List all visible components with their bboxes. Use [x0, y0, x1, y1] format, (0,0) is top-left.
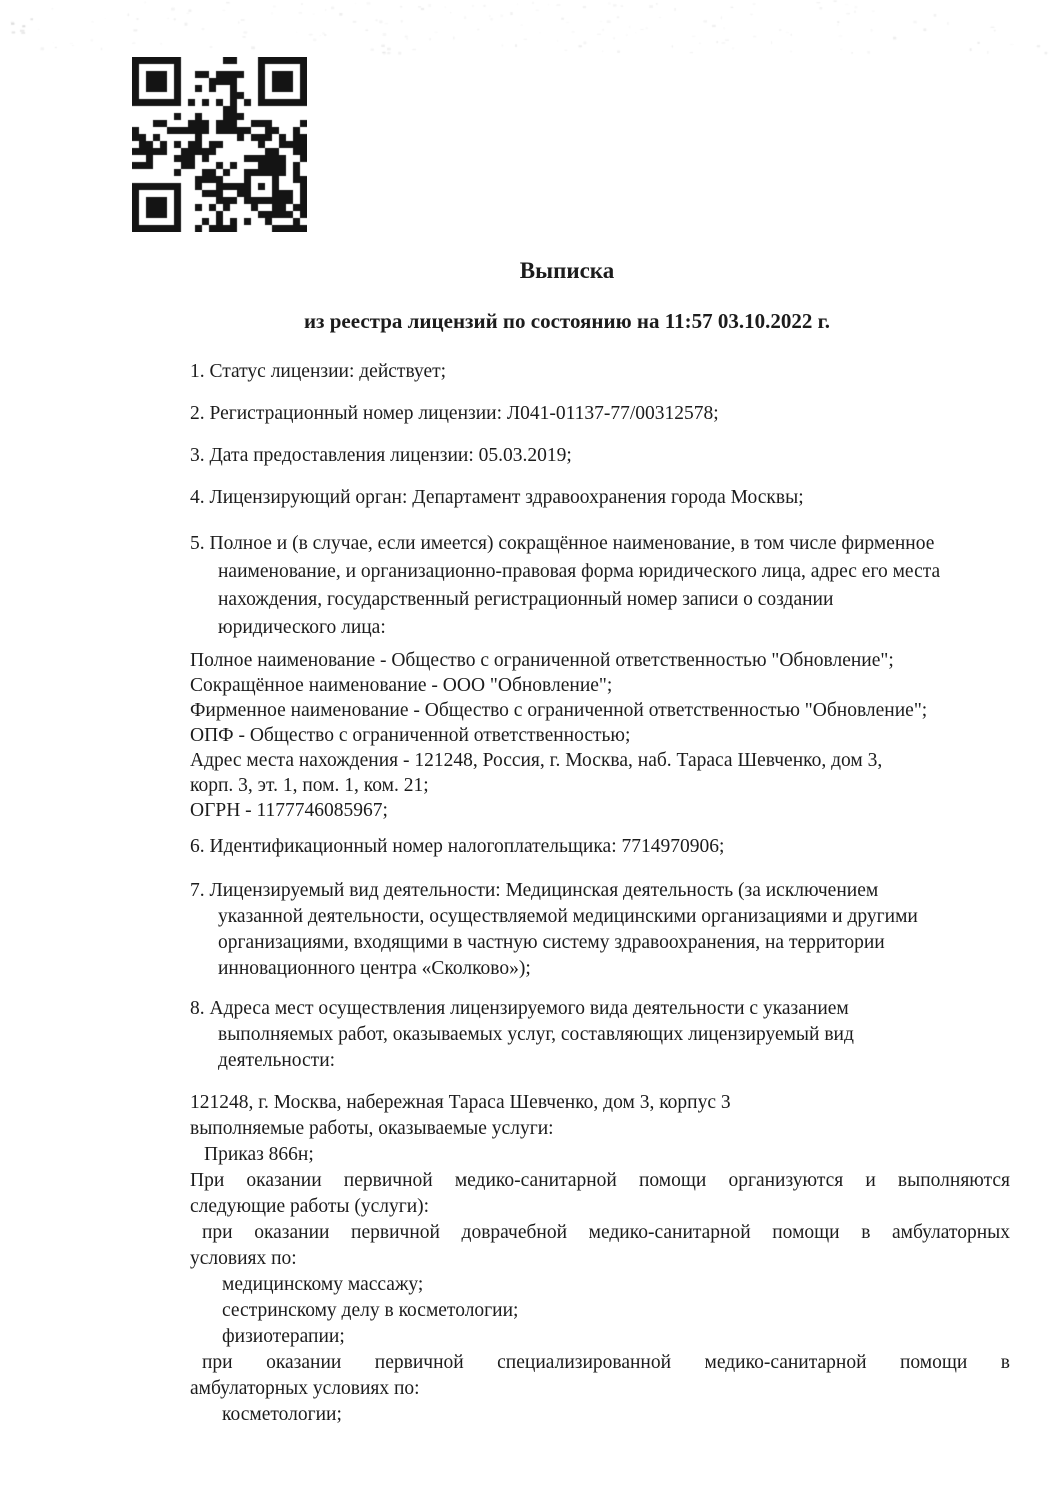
item8-line-1: 8. Адреса мест осуществления лицензируемого вида деятельности с указанием	[190, 998, 849, 1019]
pre-medical-care-line-1: при оказании первичной доврачебной медико-санитарной помощи в амбулаторных	[202, 1222, 1010, 1243]
company-details-block	[190, 648, 1010, 823]
full-name-line: Полное наименование - Общество с ограниченной ответственностью "Обновление";	[190, 650, 894, 671]
item7-activity-paragraph	[190, 878, 1010, 982]
ogrn-line: ОГРН - 1177746085967;	[190, 800, 388, 821]
legal-form-line: ОПФ - Общество с ограниченной ответственностью;	[190, 725, 631, 746]
brand-name-line: Фирменное наименование - Общество с ограниченной ответственностью "Обновление";	[190, 700, 928, 721]
service-nursing-cosmetology: сестринскому делу в косметологии;	[222, 1300, 519, 1321]
license-number-line: 2. Регистрационный номер лицензии: Л041-01137-77/00312578;	[190, 403, 719, 424]
item5-naming-paragraph	[190, 530, 1010, 642]
service-physiotherapy: физиотерапии;	[222, 1326, 345, 1347]
works-services-caption: выполняемые работы, оказываемые услуги:	[190, 1118, 554, 1139]
item7-line-3: организациями, входящими в частную систему здравоохранения, на территории	[218, 932, 885, 953]
document-subtitle: из реестра лицензий по состоянию на 11:57 03.10.2022 г.	[303, 309, 831, 333]
primary-care-line-2: следующие работы (услуги):	[190, 1196, 430, 1217]
item5-line-1: 5. Полное и (в случае, если имеется) сокращённое наименование, в том числе фирменное	[190, 533, 935, 554]
license-status-line: 1. Статус лицензии: действует;	[190, 361, 447, 382]
license-date-line: 3. Дата предоставления лицензии: 05.03.2019;	[190, 445, 572, 466]
licensing-authority-line: 4. Лицензирующий орган: Департамент здравоохранения города Москвы;	[190, 487, 804, 508]
item7-line-2: указанной деятельности, осуществляемой медицинскими организациями и другими	[218, 906, 918, 927]
specialized-care-line-2: амбулаторных условиях по:	[190, 1378, 420, 1399]
item5-line-2: наименование, и организационно-правовая форма юридического лица, адрес его места	[218, 561, 941, 582]
item7-line-1: 7. Лицензируемый вид деятельности: Медицинская деятельность (за исключением	[190, 880, 879, 901]
item8-line-2: выполняемых работ, оказываемых услуг, составляющих лицензируемый вид	[218, 1024, 854, 1045]
works-and-services-block	[190, 1090, 1010, 1428]
item5-line-3: нахождения, государственный регистрационный номер записи о создании	[218, 589, 834, 610]
legal-address-line-2: корп. 3, эт. 1, пом. 1, ком. 21;	[190, 775, 429, 796]
primary-care-line-1: При оказании первичной медико-санитарной помощи организуются и выполняются	[190, 1170, 1010, 1191]
order-866n-line: Приказ 866н;	[204, 1144, 314, 1165]
legal-address-line-1: Адрес места нахождения - 121248, Россия, г. Москва, наб. Тараса Шевченко, дом 3,	[190, 750, 883, 771]
item8-line-3: деятельности:	[218, 1050, 336, 1071]
item5-line-4: юридического лица:	[218, 617, 386, 638]
service-cosmetology: косметологии;	[222, 1404, 342, 1425]
pre-medical-care-line-2: условиях по:	[190, 1248, 297, 1269]
document-title: Выписка	[519, 258, 615, 283]
inn-line: 6. Идентификационный номер налогоплательщика: 7714970906;	[190, 836, 725, 857]
document-content	[190, 0, 1010, 1428]
service-medical-massage: медицинскому массажу;	[222, 1274, 424, 1295]
short-name-line: Сокращённое наименование - ООО "Обновление";	[190, 675, 613, 696]
specialized-care-line-1: при оказании первичной специализированной медико-санитарной помощи в	[202, 1352, 1010, 1373]
work-address-line: 121248, г. Москва, набережная Тараса Шевченко, дом 3, корпус 3	[190, 1092, 731, 1113]
item8-addresses-paragraph	[190, 996, 1010, 1074]
item7-line-4: инновационного центра «Сколково»);	[218, 958, 531, 979]
